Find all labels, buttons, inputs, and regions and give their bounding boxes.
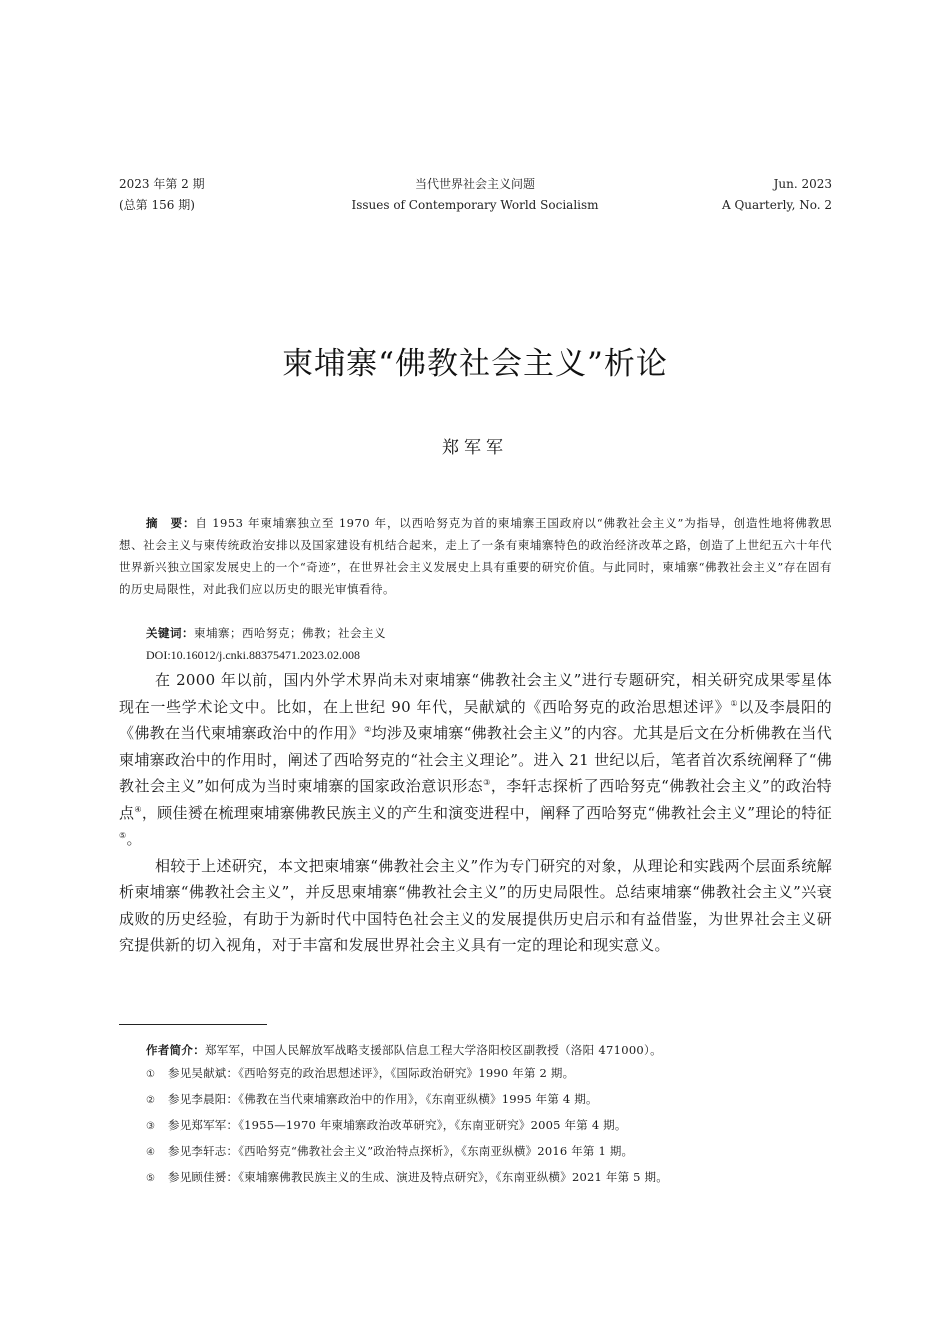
footnote-ref-2[interactable]: ② <box>364 725 372 734</box>
footnote-text: 参见顾佳赟：《柬埔寨佛教民族主义的生成、演进及特点研究》，《东南亚纵横》2021 年第 5 期。 <box>168 1170 668 1184</box>
footnote-marker: ① <box>146 1069 156 1080</box>
footnote-1 <box>146 1061 832 1087</box>
footnote-5 <box>146 1165 832 1191</box>
article-body <box>119 667 832 959</box>
doi: DOI:10.16012/j.cnki.88375471.2023.02.008 <box>146 648 360 662</box>
keywords-text: 柬埔寨；西哈努克；佛教；社会主义 <box>194 626 386 640</box>
article-title: 柬埔寨“佛教社会主义”析论 <box>282 346 668 382</box>
body-text: ，顾佳赟在梳理柬埔寨佛教民族主义的产生和演变进程中，阐释了西哈努克“佛教社会主义”理论的特征 <box>141 803 832 822</box>
footnote-text: 参见郑军军：《1955—1970 年柬埔寨政治改革研究》，《东南亚研究》2005 年第 4 期。 <box>168 1118 627 1132</box>
footnote-ref-4[interactable]: ④ <box>134 804 142 814</box>
issue-number: 2023 年第 2 期 <box>119 177 205 191</box>
body-text: 。 <box>126 830 142 848</box>
footnote-text: 参见吴献斌：《西哈努克的政治思想述评》，《国际政治研究》1990 年第 2 期。 <box>168 1066 575 1080</box>
journal-name <box>300 174 650 216</box>
body-text: 均涉及柬埔寨“佛教社会主义”的内容。尤其是后文在分析佛教在当代柬埔寨政治中的作用时，阐述了西哈努克的“社会主义理论”。进入 21 世纪以后，笔者首次系统阐释了“佛教社会主义”如何成为当时柬埔寨的国家政治意识形态 <box>119 724 832 795</box>
body-text: ，李轩志探析了西哈努克“佛教社会主义”的政治特点 <box>119 777 832 822</box>
footnote-3 <box>146 1113 832 1139</box>
total-issue-number: (总第 156 期) <box>119 198 195 212</box>
abstract-text: 自 1953 年柬埔寨独立至 1970 年，以西哈努克为首的柬埔寨王国政府以“佛教社会主义”为指导，创造性地将佛教思想、社会主义与柬传统政治安排以及国家建设有机结合起来，走上了一条有柬埔寨特色的政治经济改革之路，创造了上世纪五六十年代世界新兴独立国家发展史上的一个“奇迹”，在世界社会主义发展史上具有重要的研究价值。与此同时，柬埔寨“佛教社会主义”存在固有的历史局限性，对此我们应以历史的眼光审慎看待。 <box>119 516 832 596</box>
footnote-marker: ② <box>146 1095 156 1106</box>
article-author: 郑军军 <box>442 438 508 458</box>
header-right <box>722 174 832 216</box>
issue-frequency: A Quarterly, No. 2 <box>721 198 832 212</box>
footnote-text: 参见李晨阳：《佛教在当代柬埔寨政治中的作用》，《东南亚纵横》1995 年第 4 期。 <box>168 1092 598 1106</box>
journal-title-en: Issues of Contemporary World Socialism <box>351 198 599 212</box>
keywords-label: 关键词： <box>146 626 194 640</box>
body-paragraph-1 <box>119 667 832 853</box>
author-bio <box>146 1040 662 1060</box>
author-bio-text: 郑军军，中国人民解放军战略支援部队信息工程大学洛阳校区副教授（洛阳 471000）。 <box>205 1043 662 1057</box>
footnote-ref-5[interactable]: ⑤ <box>119 831 127 840</box>
footnotes <box>146 1061 832 1191</box>
abstract <box>119 512 832 600</box>
footnote-4 <box>146 1139 832 1165</box>
body-paragraph-2: 相较于上述研究，本文把柬埔寨“佛教社会主义”作为专门研究的对象，从理论和实践两个层面系统解析柬埔寨“佛教社会主义”，并反思柬埔寨“佛教社会主义”的历史局限性。总结柬埔寨“佛教社会主义”兴衰成败的历史经验，有助于为新时代中国特色社会主义的发展提供历史启示和有益借鉴，为世界社会主义研究提供新的切入视角，对于丰富和发展世界社会主义具有一定的理论和现实意义。 <box>119 856 832 954</box>
issue-date: Jun. 2023 <box>773 177 832 191</box>
journal-title-zh: 当代世界社会主义问题 <box>414 177 535 191</box>
keywords <box>146 623 386 643</box>
abstract-label: 摘 要： <box>146 516 196 530</box>
body-text: 在 2000 年以前，国内外学术界尚未对柬埔寨“佛教社会主义”进行专题研究，相关研究成果零星体现在一些学术论文中。比如，在上世纪 90 年代，吴献斌的《西哈努克的政治思想述评》 <box>119 671 832 716</box>
author-bio-label: 作者简介： <box>146 1043 205 1057</box>
header-left <box>119 174 205 216</box>
footnote-marker: ④ <box>146 1147 156 1158</box>
footnote-2 <box>146 1087 832 1113</box>
footnote-marker: ⑤ <box>146 1173 156 1184</box>
footnote-marker: ③ <box>146 1121 156 1132</box>
footnote-text: 参见李轩志：《西哈努克“佛教社会主义”政治特点探析》，《东南亚纵横》2016 年第 1 期。 <box>168 1144 634 1158</box>
footnote-ref-1[interactable]: ① <box>730 698 739 708</box>
footnote-divider <box>119 1024 267 1025</box>
footnote-ref-3[interactable]: ③ <box>483 778 491 787</box>
body-text: 以及李晨阳的《佛教在当代柬埔寨政治中的作用》 <box>119 697 832 742</box>
